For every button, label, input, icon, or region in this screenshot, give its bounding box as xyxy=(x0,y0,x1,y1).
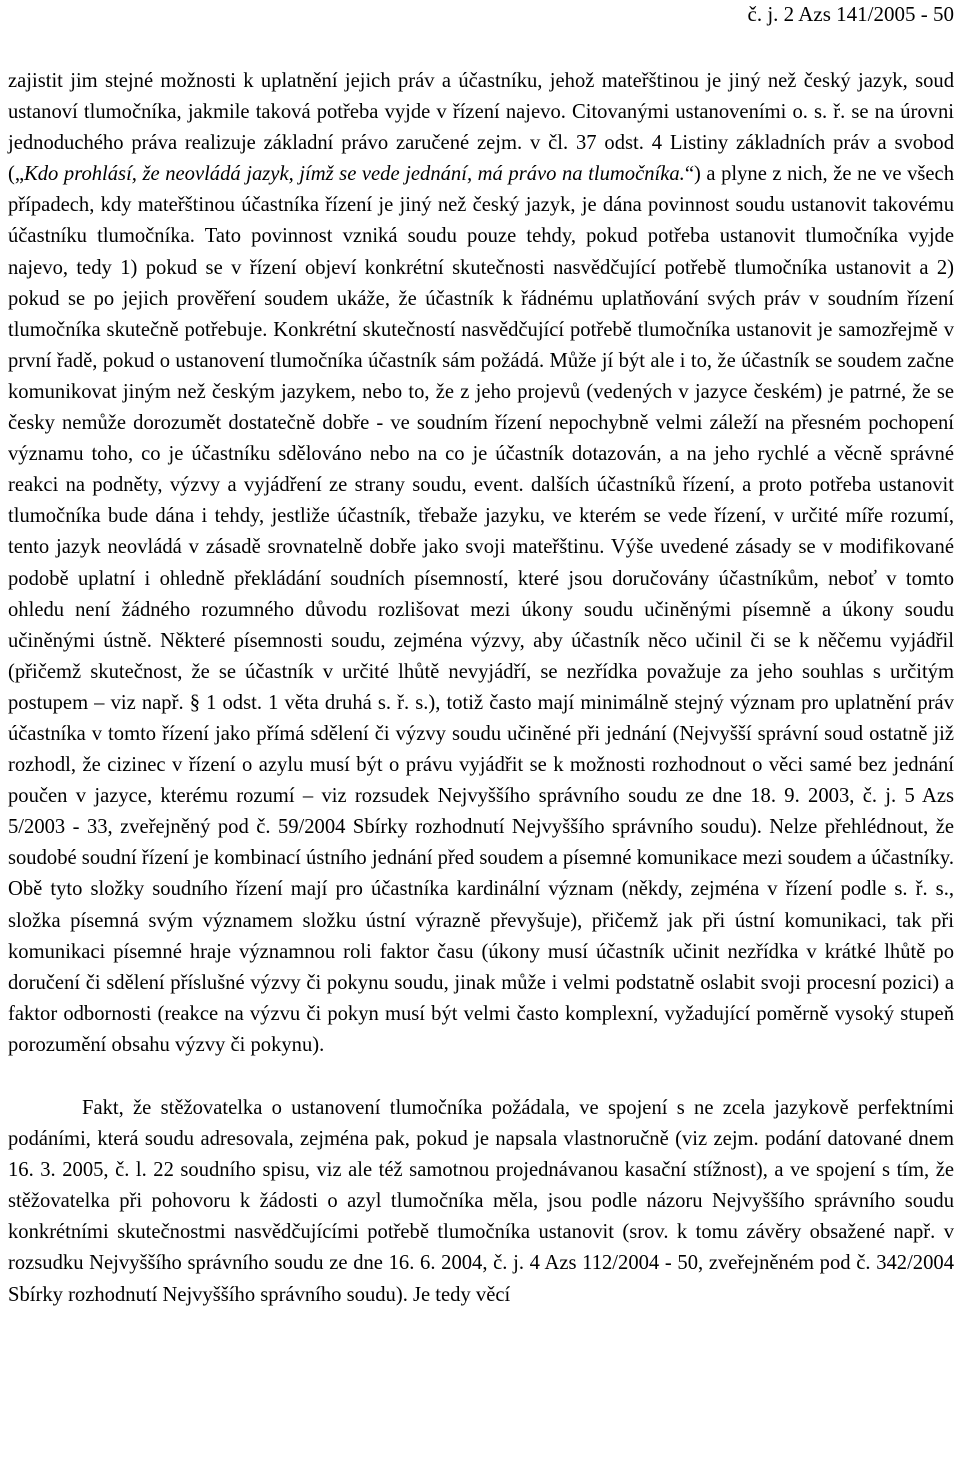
paragraph-1 xyxy=(8,66,954,1061)
case-number-header: č. j. 2 Azs 141/2005 - 50 xyxy=(747,2,954,26)
paragraph-2: Fakt, že stěžovatelka o ustanovení tlumočníka požádala, ve spojení s ne zcela jazykově perfektními podáními, která soudu adresovala, zejména pak, pokud je napsala vlastnoručně (viz zejm. podání datované dnem 16. 3. 2005, č. l. 22 soudního spisu, viz ale též samotnou projednávanou kasační stížnost), a ve spojení s tím, že stěžovatelka při pohovoru k žádosti o azyl tlumočníka měla, jsou podle názoru Nejvyššího správního soudu konkrétními skutečnostmi nasvědčujícími potřebě tlumočníka ustanovit (srov. k tomu závěry obsažené např. v rozsudku Nejvyššího správního soudu ze dne 16. 6. 2004, č. j. 4 Azs 112/2004 - 50, zveřejněném pod č. 342/2004 Sbírky rozhodnutí Nejvyššího správního soudu). Je tedy věcí xyxy=(8,1097,954,1306)
document-page xyxy=(8,0,954,1311)
paragraph-1-text-start: zajistit jim stejné možnosti k uplatnění jejich práv a účastníku, jehož mateřštinou je jiný než český jazyk, soud ustanoví tlumočníka, jakmile taková potřeba vyjde v řízení najevo. Citovanými ustanoveními o. s. ř. se na úrovni jednoduchého práva realizuje základní právo zaručené zejm. v čl. 37 odst. 4 Listiny základních práv a svobod („ xyxy=(8,70,954,186)
paragraph-1-text-end: “) a plyne z nich, že ne ve všech případech, kdy mateřštinou účastníka řízení je jiný než český jazyk, je dána povinnost soudu ustanovit takovému účastníku tlumočníka. Tato povinnost vzniká soudu pouze tehdy, pokud potřeba ustanovit tlumočníka vyjde najevo, tedy 1) pokud se v řízení objeví konkrétní skutečnosti nasvědčující potřebě tlumočníka ustanovit a 2) pokud se po jejich prověření soudem ukáže, že účastník k řádnému uplatňování svých práv v soudním řízení tlumočníka skutečně potřebuje. Konkrétní skutečností nasvědčující potřebě tlumočníka ustanovit je samozřejmě v první řadě, pokud o ustanovení tlumočníka účastník sám požádá. Může jí být ale i to, že účastník se soudem začne komunikovat jiným než českým jazykem, nebo to, že z jeho projevů (vedených v jazyce českém) je patrné, že se česky nemůže dorozumět dostatečně dobře - ve soudním řízení nepochybně velmi záleží na přesném pochopení významu toho, co je účastníku sdělováno nebo na co je účastník dotazován, a na jeho rychlé a věcně správné reakci na podněty, výzvy a vyjádření ze strany soudu, event. dalších účastníků řízení, a proto potřeba ustanovit tlumočníka bude dána i tehdy, jestliže účastník, třebaže jazyku, ve kterém se vede řízení, v určité míře rozumí, tento jazyk neovládá v zásadě srovnatelně dobře jako svoji mateřštinu. Výše uvedené zásady se v modifikované podobě uplatní i ohledně překládání soudních písemností, které jsou doručovány účastníkům, neboť v tomto ohledu není žádného rozumného důvodu rozlišovat mezi úkony soudu učiněnými písemně a úkony soudu učiněnými ústně. Některé písemnosti soudu, zejména výzvy, aby účastník něco učinil či se k něčemu vyjádřil (přičemž skutečnost, že se účastník v určité lhůtě nevyjádří, se nezřídka považuje za jeho souhlas s určitým postupem – viz např. § 1 odst. 1 věta druhá s. ř. s.), totiž často mají minimálně stejný význam pro uplatnění práv účastníka v tomto řízení jako přímá sdělení či výzvy soudu učiněné při jednání (Nejvyšší správní soud ostatně již rozhodl, že cizinec v řízení o azylu musí být o právu vyjádřit se k možnosti rozhodnout o věci samé bez jednání poučen v jazyce, kterému rozumí – viz rozsudek Nejvyššího správního soudu ze dne 18. 9. 2003, č. j. 5 Azs 5/2003 - 33, zveřejněný pod č. 59/2004 Sbírky rozhodnutí Nejvyššího správního soudu). Nelze přehlédnout, že soudobé soudní řízení je kombinací ústního jednání před soudem a písemné komunikace mezi soudem a účastníky. Obě tyto složky soudního řízení mají pro účastníka kardinální význam (někdy, zejména v řízení podle s. ř. s., složka písemná svým významem složku ústní výrazně převyšuje), přičemž jak při ústní komunikaci, tak při komunikaci písemné hraje významnou roli faktor času (úkony musí účastník učinit nezřídka v krátké lhůtě po doručení či sdělení příslušné výzvy či pokynu soudu, jinak může i velmi podstatně oslabit svoji procesní pozici) a faktor odbornosti (reakce na výzvu či pokyn musí být velmi často komplexní, vyžadující poměrně vysoký stupeň porozumění obsahu výzvy či pokynu). xyxy=(8,163,954,1056)
paragraph-1-quote: Kdo prohlásí, že neovládá jazyk, jímž se vede jednání, má právo na tlumočníka. xyxy=(24,163,685,186)
paragraph-gap xyxy=(8,1061,954,1093)
